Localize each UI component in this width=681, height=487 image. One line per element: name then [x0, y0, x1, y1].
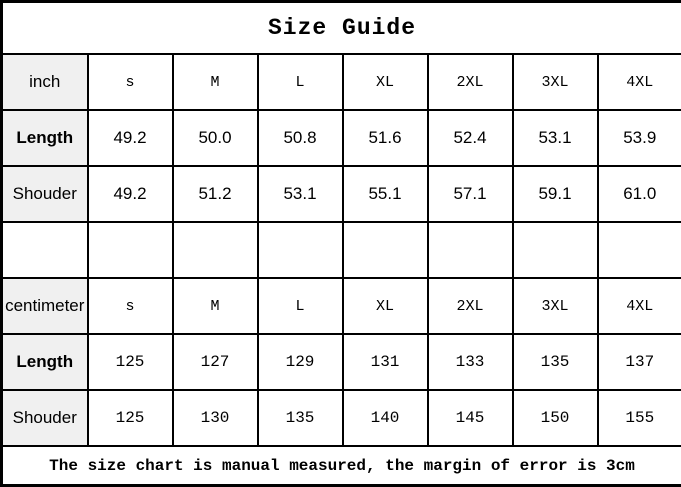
shoulder-cm-2xl: 145	[428, 390, 513, 446]
page-title: Size Guide	[2, 2, 681, 55]
length-cm-2xl: 133	[428, 334, 513, 390]
cm-shoulder-row	[2, 390, 681, 446]
length-cm-4xl: 137	[598, 334, 681, 390]
size-header-xl: XL	[343, 54, 428, 110]
cm-length-row	[2, 334, 681, 390]
size-header-4xl: 4XL	[598, 278, 681, 334]
size-header-4xl: 4XL	[598, 54, 681, 110]
spacer-row	[2, 222, 681, 278]
size-header-xl: XL	[343, 278, 428, 334]
shoulder-cm-xl: 140	[343, 390, 428, 446]
size-header-l: L	[258, 54, 343, 110]
length-inch-3xl: 53.1	[513, 110, 598, 166]
length-inch-2xl: 52.4	[428, 110, 513, 166]
cm-header-row	[2, 278, 681, 334]
shoulder-inch-s: 49.2	[88, 166, 173, 222]
size-header-2xl: 2XL	[428, 278, 513, 334]
unit-label-centimeter: centimeter	[2, 278, 88, 334]
inch-length-row	[2, 110, 681, 166]
shoulder-inch-2xl: 57.1	[428, 166, 513, 222]
inch-shoulder-row	[2, 166, 681, 222]
row-label-shoulder: Shouder	[2, 390, 88, 446]
length-inch-l: 50.8	[258, 110, 343, 166]
empty-cell	[428, 222, 513, 278]
empty-cell	[173, 222, 258, 278]
size-header-2xl: 2XL	[428, 54, 513, 110]
length-cm-s: 125	[88, 334, 173, 390]
length-inch-4xl: 53.9	[598, 110, 681, 166]
footer-note: The size chart is manual measured, the margin of error is 3cm	[2, 446, 681, 486]
empty-cell	[2, 222, 88, 278]
shoulder-inch-3xl: 59.1	[513, 166, 598, 222]
size-header-s: s	[88, 54, 173, 110]
shoulder-cm-l: 135	[258, 390, 343, 446]
empty-cell	[598, 222, 681, 278]
shoulder-inch-xl: 55.1	[343, 166, 428, 222]
length-cm-xl: 131	[343, 334, 428, 390]
length-inch-m: 50.0	[173, 110, 258, 166]
shoulder-cm-3xl: 150	[513, 390, 598, 446]
length-cm-3xl: 135	[513, 334, 598, 390]
size-header-m: M	[173, 54, 258, 110]
size-header-3xl: 3XL	[513, 54, 598, 110]
title-row	[2, 2, 681, 55]
empty-cell	[88, 222, 173, 278]
length-cm-l: 129	[258, 334, 343, 390]
shoulder-cm-m: 130	[173, 390, 258, 446]
shoulder-inch-l: 53.1	[258, 166, 343, 222]
empty-cell	[258, 222, 343, 278]
row-label-shoulder: Shouder	[2, 166, 88, 222]
row-label-length: Length	[2, 110, 88, 166]
row-label-length: Length	[2, 334, 88, 390]
size-header-s: s	[88, 278, 173, 334]
empty-cell	[513, 222, 598, 278]
shoulder-cm-4xl: 155	[598, 390, 681, 446]
length-inch-xl: 51.6	[343, 110, 428, 166]
shoulder-inch-4xl: 61.0	[598, 166, 681, 222]
shoulder-inch-m: 51.2	[173, 166, 258, 222]
unit-label-inch: inch	[2, 54, 88, 110]
footer-row	[2, 446, 681, 486]
length-cm-m: 127	[173, 334, 258, 390]
size-header-3xl: 3XL	[513, 278, 598, 334]
empty-cell	[343, 222, 428, 278]
inch-header-row	[2, 54, 681, 110]
size-header-l: L	[258, 278, 343, 334]
length-inch-s: 49.2	[88, 110, 173, 166]
shoulder-cm-s: 125	[88, 390, 173, 446]
size-header-m: M	[173, 278, 258, 334]
